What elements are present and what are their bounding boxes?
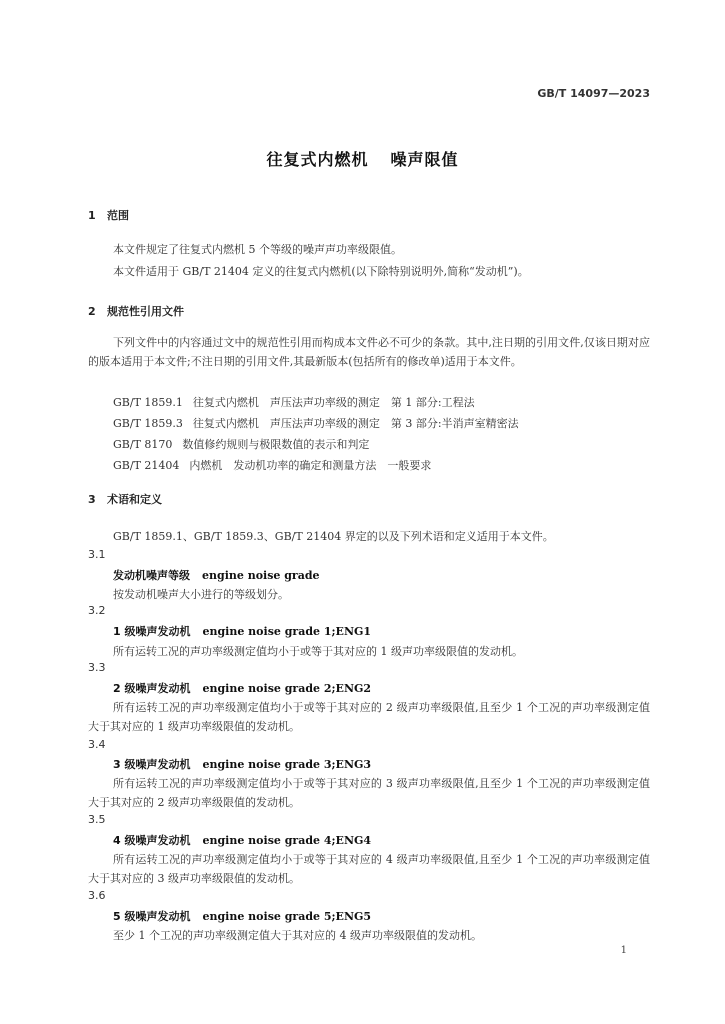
term-definition: 所有运转工况的声功率级测定值均小于或等于其对应的 4 级声功率级限值,且至少 1 个工况的声功率级测定值大于其对应的 3 级声功率级限值的发动机。: [88, 853, 650, 885]
term-definition: 按发动机噪声大小进行的等级划分。: [113, 588, 289, 601]
section-3-heading: [88, 491, 162, 507]
section-1-heading: [88, 207, 129, 223]
term-number: 3.6: [88, 889, 106, 902]
term-definition: 所有运转工况的声功率级测定值均小于或等于其对应的 1 级声功率级限值的发动机。: [113, 645, 523, 658]
term-en: engine noise grade 1;ENG1: [202, 625, 372, 638]
term-zh: 5 级噪声发动机: [113, 910, 191, 923]
term-zh: 2 级噪声发动机: [113, 682, 191, 695]
reference-code: GB/T 21404: [113, 459, 180, 472]
term-zh: 发动机噪声等级: [113, 569, 190, 582]
term-en: engine noise grade 3;ENG3: [202, 758, 372, 771]
term-definition: 至少 1 个工况的声功率级测定值大于其对应的 4 级声功率级限值的发动机。: [113, 929, 482, 942]
term-definition: 所有运转工况的声功率级测定值均小于或等于其对应的 3 级声功率级限值,且至少 1 个工况的声功率级测定值大于其对应的 2 级声功率级限值的发动机。: [88, 777, 650, 809]
section-2-number: 2: [88, 305, 96, 318]
term-definition: 所有运转工况的声功率级测定值均小于或等于其对应的 2 级声功率级限值,且至少 1 个工况的声功率级测定值大于其对应的 1 级声功率级限值的发动机。: [88, 701, 650, 733]
section-1-para-1: 本文件规定了往复式内燃机 5 个等级的噪声声功率级限值。: [113, 243, 402, 256]
reference-title: 往复式内燃机 声压法声功率级的测定 第 3 部分:半消声室精密法: [192, 417, 519, 430]
section-2-heading: [88, 303, 184, 319]
reference-item: [113, 456, 431, 475]
reference-title: 往复式内燃机 声压法声功率级的测定 第 1 部分:工程法: [192, 396, 475, 409]
reference-title: 内燃机 发动机功率的确定和测量方法 一般要求: [189, 459, 432, 472]
term-number: 3.2: [88, 604, 106, 617]
term-heading: [113, 756, 371, 772]
section-3-title: 术语和定义: [107, 493, 162, 506]
reference-title: 数值修约规则与极限数值的表示和判定: [182, 438, 370, 451]
term-number: 3.3: [88, 661, 106, 674]
reference-code: GB/T 1859.1: [113, 396, 183, 409]
reference-code: GB/T 8170: [113, 438, 173, 451]
term-number: 3.5: [88, 813, 106, 826]
page-number: 1: [620, 945, 627, 956]
term-heading: [113, 908, 371, 924]
term-number: 3.4: [88, 738, 106, 751]
term-en: engine noise grade 4;ENG4: [202, 834, 372, 847]
section-2-intro: 下列文件中的内容通过文中的规范性引用而构成本文件必不可少的条款。其中,注日期的引用文件,仅该日期对应的版本适用于本文件;不注日期的引用文件,其最新版本(包括所有的修改单)适用于本文件。: [88, 336, 650, 368]
title-part1: 往复式内燃机: [266, 150, 369, 169]
reference-item: [113, 414, 519, 433]
term-heading: [113, 832, 371, 848]
document-title: [0, 147, 725, 170]
term-number: 3.1: [88, 548, 106, 561]
section-3-intro: GB/T 1859.1、GB/T 1859.3、GB/T 21404 界定的以及下列术语和定义适用于本文件。: [113, 530, 554, 543]
reference-item: [113, 393, 475, 412]
term-heading: [113, 567, 320, 583]
term-zh: 1 级噪声发动机: [113, 625, 191, 638]
term-heading: [113, 623, 371, 639]
title-part2: 噪声限值: [390, 150, 459, 169]
reference-item: [113, 435, 369, 454]
reference-code: GB/T 1859.3: [113, 417, 183, 430]
section-1-para-2: 本文件适用于 GB/T 21404 定义的往复式内燃机(以下除特别说明外,简称“发动机”)。: [113, 265, 529, 278]
section-3-number: 3: [88, 493, 96, 506]
section-2-title: 规范性引用文件: [107, 305, 184, 318]
standard-code: GB/T 14097—2023: [537, 87, 650, 100]
section-1-title: 范围: [107, 209, 129, 222]
term-en: engine noise grade 5;ENG5: [202, 910, 372, 923]
section-1-number: 1: [88, 209, 96, 222]
term-en: engine noise grade 2;ENG2: [202, 682, 372, 695]
term-heading: [113, 680, 371, 696]
term-zh: 4 级噪声发动机: [113, 834, 191, 847]
term-en: engine noise grade: [202, 569, 320, 582]
term-zh: 3 级噪声发动机: [113, 758, 191, 771]
